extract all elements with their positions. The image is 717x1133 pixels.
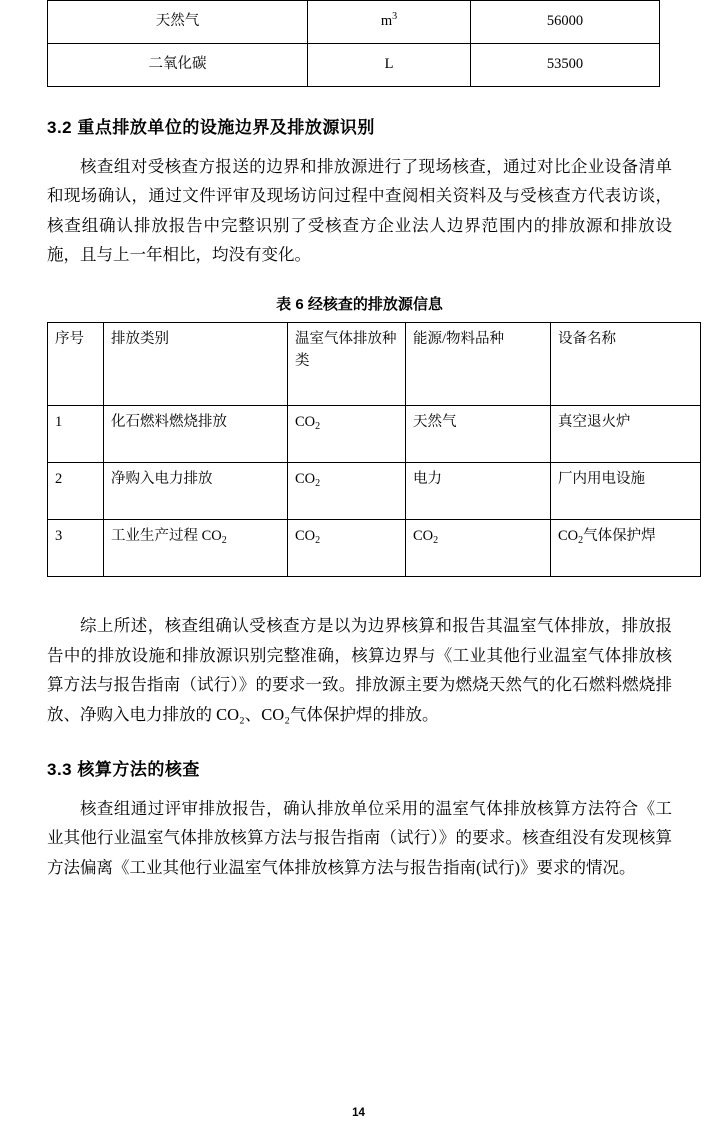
- equipment-text: CO: [558, 528, 579, 545]
- table-row: [48, 406, 701, 463]
- gas-subscript: 2: [315, 478, 321, 490]
- cell-value: 53500: [471, 44, 660, 87]
- unit-superscript: 3: [392, 11, 398, 23]
- table-row: [48, 1, 660, 44]
- cell-category: [104, 520, 288, 577]
- cell-category: 净购入电力排放: [104, 463, 288, 520]
- header-gas-type: 温室气体排放种类: [288, 323, 406, 406]
- cell-value: 56000: [471, 1, 660, 44]
- cell-equipment: [551, 520, 701, 577]
- gas-text: CO: [295, 471, 316, 488]
- cell-unit: [308, 1, 471, 44]
- gas-text: CO: [295, 528, 316, 545]
- equipment-text-post: 气体保护焊: [583, 528, 656, 545]
- gas-subscript: 2: [315, 421, 321, 433]
- gas-subscript: 2: [315, 535, 321, 547]
- fuel-subscript: 2: [433, 535, 439, 547]
- category-subscript: 2: [221, 535, 227, 547]
- cell-name: 天然气: [48, 1, 308, 44]
- cell-gas: [288, 520, 406, 577]
- header-category: 排放类别: [104, 323, 288, 406]
- table6-caption: 表 6 经核查的排放源信息: [276, 296, 443, 314]
- fuel-text: CO: [413, 528, 434, 545]
- table-row: [48, 520, 701, 577]
- cell-fuel: 电力: [406, 463, 551, 520]
- cell-gas: [288, 463, 406, 520]
- summary-paragraph: 综上所述，核查组确认受核查方是以为边界核算和报告其温室气体排放，排放报告中的排放设施和排放源识别完整准确，核算边界与《工业其他行业温室气体排放核算方法与报告指南（试行）》的要求一致。排放源主要为燃烧天然气的化石燃料燃烧排放、净购入电力排放的 CO₂、CO₂气体保护焊的排放。: [47, 616, 672, 724]
- cell-name: 二氧化碳: [48, 44, 308, 87]
- table-row: [48, 44, 660, 87]
- cell-fuel: [406, 520, 551, 577]
- page-number: 14: [352, 1107, 365, 1119]
- cell-gas: [288, 406, 406, 463]
- equipment-subscript: 2: [578, 535, 584, 547]
- cell-no: 1: [48, 406, 104, 463]
- section-heading-3-3: 3.3 核算方法的核查: [47, 759, 200, 779]
- section-heading-3-2: 3.2 重点排放单位的设施边界及排放源识别: [47, 118, 375, 137]
- category-text: 工业生产过程 CO: [111, 528, 222, 545]
- cell-unit: L: [308, 44, 471, 87]
- cell-category: 化石燃料燃烧排放: [104, 406, 288, 463]
- cell-fuel: 天然气: [406, 406, 551, 463]
- cell-no: 3: [48, 520, 104, 577]
- page-content: [47, 0, 672, 886]
- table-header-row: [48, 323, 701, 406]
- spacer: [47, 577, 672, 611]
- cell-no: 2: [48, 463, 104, 520]
- emission-source-table: [47, 322, 701, 577]
- header-equipment: 设备名称: [551, 323, 701, 406]
- cell-equipment: 厂内用电设施: [551, 463, 701, 520]
- gas-text: CO: [295, 414, 316, 431]
- unit-text: m: [380, 13, 393, 30]
- section-3-2-paragraph: 核查组对受核查方报送的边界和排放源进行了现场核查，通过对比企业设备清单和现场确认，通过文件评审及现场访问过程中查阅相关资料及与受核查方代表访谈，核查组确认排放报告中完整识别了受核查方企业法人边界范围内的排放源和排放设施，且与上一年相比，均没有变化。: [47, 157, 672, 265]
- continued-data-table: [47, 0, 660, 87]
- header-fuel: 能源/物料品种: [406, 323, 551, 406]
- cell-equipment: 真空退火炉: [551, 406, 701, 463]
- section-3-3-paragraph: 核查组通过评审排放报告，确认排放单位采用的温室气体排放核算方法符合《工业其他行业温室气体排放核算方法与报告指南（试行）》的要求。核查组没有发现核算方法偏离《工业其他行业温室气体排放核算方法与报告指南(试行)》要求的情况。: [47, 798, 672, 877]
- header-no: 序号: [48, 323, 104, 406]
- table-row: [48, 463, 701, 520]
